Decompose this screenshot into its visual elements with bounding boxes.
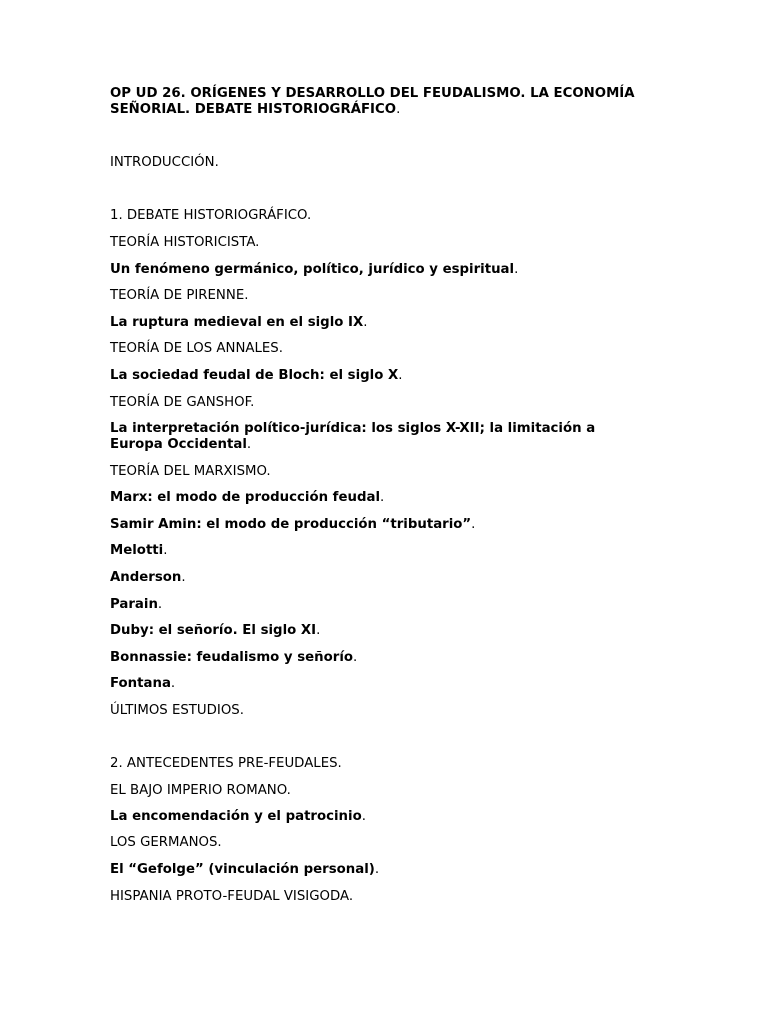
theory-heading-annales: TEORÍA DE LOS ANNALES. (110, 341, 283, 356)
subsection-heading-germanos: LOS GERMANOS. (110, 835, 222, 850)
subheading-interpretacion: La interpretación político-jurídica: los siglos X-XII; la limitación a Europa Occidental. (110, 421, 596, 452)
subheading-encomendacion: La encomendación y el patrocinio. (110, 809, 366, 824)
intro-heading: INTRODUCCIÓN. (110, 155, 219, 170)
section1-heading: 1. DEBATE HISTORIOGRÁFICO. (110, 208, 312, 223)
subsection-heading-hispania: HISPANIA PROTO-FEUDAL VISIGODA. (110, 889, 354, 904)
subheading-duby: Duby: el señorío. El siglo XI. (110, 623, 321, 638)
subheading-anderson: Anderson. (110, 570, 186, 585)
subheading-fontana: Fontana. (110, 676, 176, 691)
subheading-samir-amin: Samir Amin: el modo de producción “tributario”. (110, 517, 476, 532)
subheading-germanic: Un fenómeno germánico, político, jurídico y espiritual. (110, 262, 519, 277)
subheading-bloch: La sociedad feudal de Bloch: el siglo X. (110, 368, 403, 383)
subheading-parain: Parain. (110, 597, 163, 612)
theory-heading-historicista: TEORÍA HISTORICISTA. (110, 235, 260, 250)
subheading-ruptura: La ruptura medieval en el siglo IX. (110, 315, 368, 330)
theory-heading-ganshof: TEORÍA DE GANSHOF. (110, 395, 255, 410)
subheading-melotti: Melotti. (110, 543, 168, 558)
subheading-bonnassie: Bonnassie: feudalismo y señorío. (110, 650, 358, 665)
title-suffix: . (396, 102, 401, 117)
section2-heading: 2. ANTECEDENTES PRE-FEUDALES. (110, 756, 342, 771)
subheading-marx: Marx: el modo de producción feudal. (110, 490, 385, 505)
subheading-gefolge: El “Gefolge” (vinculación personal). (110, 862, 380, 877)
document-title (110, 86, 650, 118)
subsection-heading-bajo-imperio: EL BAJO IMPERIO ROMANO. (110, 783, 291, 798)
theory-heading-ultimos: ÚLTIMOS ESTUDIOS. (110, 703, 244, 718)
theory-heading-marxismo: TEORÍA DEL MARXISMO. (110, 464, 271, 479)
theory-heading-pirenne: TEORÍA DE PIRENNE. (110, 288, 249, 303)
title-text: OP UD 26. ORÍGENES Y DESARROLLO DEL FEUDALISMO. LA ECONOMÍA SEÑORIAL. DEBATE HISTORIOGRÁFICO (110, 86, 635, 117)
